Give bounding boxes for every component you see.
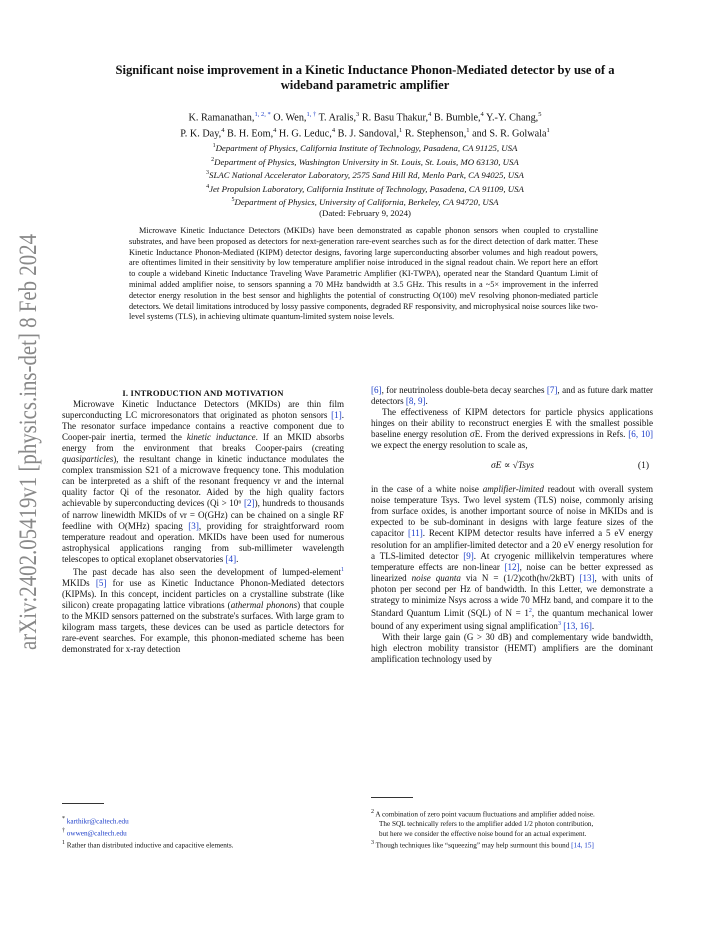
- citation-link[interactable]: [7]: [546, 385, 558, 395]
- footnote-rule-left: [62, 803, 104, 804]
- footnote-mark: 3: [371, 840, 374, 847]
- text-run: we expect the energy resolution to scale as,: [371, 440, 528, 451]
- author-sup-text[interactable]: 1, 2, *: [254, 111, 271, 118]
- affiliation: [80, 141, 650, 155]
- affiliation-text: SLAC National Accelerator Laboratory, 2575 Sand Hill Rd, Menlo Park, CA 94025, USA: [209, 169, 524, 180]
- paragraph: [371, 484, 653, 632]
- affiliation-sup: 4: [206, 183, 210, 190]
- author-sup-text[interactable]: 1, †: [306, 111, 317, 118]
- footnote-text: A combination of zero point vacuum fluctuations and amplifier added noise.: [375, 810, 595, 819]
- affiliation-text: Department of Physics, University of California, Berkeley, CA 94720, USA: [234, 196, 499, 207]
- citation-link[interactable]: [13, 16]: [563, 620, 592, 631]
- author-sup: 1: [466, 127, 470, 135]
- text-run: , with units of photon per second per Hz of bandwidth. In this Letter, we demonstrate a strategy to minimize Nsys across a wide 70 MHz band, and compare it to the Standard Quantum Limit (SQL) of N = 1: [371, 572, 653, 618]
- affiliation-sup: 1: [212, 143, 216, 149]
- author: P. K. Day,: [180, 128, 222, 140]
- text-run: via N = (1/2)coth(hν/2kBT): [460, 572, 580, 583]
- footnote-marker[interactable]: 3: [557, 620, 561, 627]
- author: and S. R. Golwala: [472, 128, 547, 140]
- equation-body: σE ∝ √Tsys: [491, 461, 534, 472]
- footnote-mark: †: [62, 827, 65, 834]
- paper-title: [70, 63, 660, 93]
- affiliation-sup: 3: [206, 170, 210, 177]
- citation-link[interactable]: [6, 10]: [628, 429, 654, 440]
- affiliation: [80, 195, 650, 209]
- text-run: .: [425, 396, 428, 407]
- paragraph: [62, 399, 344, 565]
- author-sup: 4: [331, 127, 336, 135]
- title-line-2: wideband parametric amplifier: [280, 78, 450, 92]
- text-run: MKIDs: [62, 577, 96, 588]
- emphasis: kinetic inductance: [186, 432, 256, 443]
- arxiv-id-text: arXiv:2402.05419v1 [physics.ins-det] 8 Feb 2024: [15, 232, 42, 650]
- text-run: in the case of a white noise: [371, 484, 483, 495]
- equation-1: [371, 455, 653, 481]
- footnote-text: The SQL technically refers to the amplifier added 1/2 photon contribution,: [379, 819, 594, 828]
- author: R. Basu Thakur,: [361, 112, 429, 124]
- citation-link[interactable]: [12]: [504, 561, 520, 572]
- text-run: ), hundreds to thousands of narrow linewidth MKIDs of νr = O(GHz) can be chained on a single RF feedline with O(MHz) spacing: [62, 498, 345, 531]
- email-link[interactable]: karthikr@caltech.edu: [66, 817, 129, 826]
- emphasis: amplifier-limited: [482, 484, 544, 495]
- text-run: readout with overall system noise temperature Tsys. Two level system (TLS) noise, commonly arising from surface oxides, is another important source of noise in MKIDs and is expected to be sub-dominant in designs with large feature sizes of the capacitor: [371, 484, 653, 539]
- citation-link[interactable]: [1]: [331, 410, 342, 421]
- arxiv-id-svg: [6, 232, 46, 652]
- author: Y.-Y. Chang,: [485, 112, 539, 124]
- footnote-marker[interactable]: 2: [528, 607, 532, 614]
- text-run: .: [236, 553, 239, 564]
- footnote-mark: 1: [62, 839, 65, 846]
- affiliation-sup: 2: [211, 156, 215, 163]
- paragraph: [371, 385, 653, 407]
- equation-number: (1): [637, 461, 649, 472]
- footnote-mark: *: [62, 816, 65, 822]
- footnote-mark: 2: [371, 809, 374, 815]
- text-run: Microwave Kinetic Inductance Detectors (MKIDs) are thin film superconducting LC microresonators that originated as photon sensors: [62, 399, 344, 421]
- affiliation-text: Department of Physics, Washington University in St. Louis, St. Louis, MO 63130, USA: [214, 156, 519, 167]
- footnote: [371, 808, 661, 820]
- footnote: [371, 839, 661, 851]
- text-run: for use as Kinetic Inductance Phonon-Mediated detectors (KIPMs). In this concept, incident particles on a crystalline substrate (like silicon) create propagating lattice vibrations (: [62, 577, 344, 610]
- citation-link[interactable]: [2]: [244, 498, 255, 509]
- author: K. Ramanathan,: [188, 112, 255, 124]
- text-run: .: [591, 620, 595, 631]
- emphasis: quasiparticles: [62, 454, 114, 465]
- author-sup: [254, 111, 270, 118]
- footnote: [62, 815, 344, 827]
- author-sup: 1: [546, 127, 550, 135]
- emphasis: noise quanta: [411, 572, 461, 583]
- paragraph: [62, 565, 344, 655]
- author: B. J. Sandoval,: [337, 128, 400, 140]
- footnote-text: but here we consider the effective noise bound for an actual experiment.: [379, 829, 587, 838]
- author-sup: 4: [273, 127, 277, 135]
- text-run: . The resonator surface impedance contains a reactive component due to Cooper-pair inertia, termed the: [62, 410, 344, 443]
- affiliation: [80, 182, 650, 196]
- author-sup: 4: [480, 111, 484, 118]
- text-run: , providing for straightforward room temperature readout and operation. MKIDs have been used for numerous astrophysical applications ranging from sub-millimeter wavelength telescopes to optical exoplanet observatories: [62, 520, 344, 564]
- author: B. H. Eom,: [226, 128, 274, 140]
- arxiv-id-stamp: [6, 232, 46, 652]
- affiliation: [80, 168, 650, 182]
- text-run: , the quantum mechanical lower bound of any experiment using signal amplification: [371, 607, 653, 631]
- author-sup: [306, 111, 316, 118]
- author: R. Stephenson,: [404, 128, 467, 140]
- author-sup: 4: [428, 111, 432, 118]
- paragraph: With their large gain (G > 30 dB) and complementary wide bandwidth, high electron mobility transistor (HEMT) amplifiers are the dominant amplification technology used by: [371, 631, 653, 665]
- citation-link[interactable]: [5]: [95, 577, 107, 588]
- text-run: ) that couple to the MKID sensors patterned on the substrate's surfaces. With large gram to kilogram mass targets, these devices can be used as particle detectors for rare-event searches. For example, this phonon-mediated scheme has been demonstrated for x-ray detection: [62, 599, 345, 655]
- author-sup: 3: [356, 111, 360, 118]
- citation-link[interactable]: [4]: [225, 553, 237, 564]
- author: B. Bumble,: [433, 112, 481, 124]
- text-run: . At cryogenic millikelvin temperatures where temperature effects are non-linear: [371, 550, 653, 572]
- paragraph: [371, 407, 653, 451]
- emphasis: athermal phonons: [230, 599, 298, 610]
- author: T. Aralis,: [318, 112, 357, 124]
- footnote-rule-right: [371, 797, 413, 798]
- author-list: [80, 108, 650, 141]
- citation-link[interactable]: [14, 15]: [571, 841, 594, 850]
- left-column: [62, 388, 344, 655]
- affiliation-text: Jet Propulsion Laboratory, California Institute of Technology, Pasadena, CA 91109, USA: [209, 183, 524, 194]
- email-link[interactable]: owwen@caltech.edu: [66, 829, 127, 838]
- dated-line: (Dated: February 9, 2024): [319, 208, 411, 218]
- text-run: , for neutrinoless double-beta decay searches: [381, 385, 547, 395]
- footnote-marker[interactable]: 1: [341, 566, 344, 573]
- author: O. Wen,: [273, 112, 307, 124]
- citation-link[interactable]: [11]: [408, 528, 423, 539]
- author-sup: 1: [399, 127, 403, 135]
- text-run: , and as future dark matter detectors: [371, 385, 653, 407]
- author: H. G. Leduc,: [278, 128, 332, 140]
- section-heading: I. INTRODUCTION AND MOTIVATION: [122, 388, 284, 398]
- footnote: [62, 827, 344, 839]
- text-run: The effectiveness of KIPM detectors for particle physics applications hinges on their ability to reconstruct energies E with the smallest possible baseline energy resolution σE. From the derived expressions in Refs.: [371, 407, 653, 440]
- text-run: The past decade has also seen the development of lumped-element: [73, 566, 341, 577]
- text-run: , noise can be better expressed as linearized: [371, 561, 653, 583]
- author-sup: 5: [538, 111, 542, 118]
- text-run: . If an MKID absorbs energy from the environment that breaks Cooper-pairs (creating: [62, 432, 344, 454]
- right-column: [371, 385, 653, 665]
- affiliation-text: Department of Physics, California Institute of Technology, Pasadena, CA 91125, USA: [215, 142, 518, 153]
- citation-link[interactable]: [9]: [463, 550, 474, 561]
- author-sup: 4: [221, 127, 225, 135]
- footnote: [62, 839, 344, 851]
- affiliation-sup: 5: [231, 197, 235, 204]
- affiliation: [80, 155, 650, 169]
- title-line-1: Significant noise improvement in a Kinetic Inductance Phonon-Mediated detector by use of a: [115, 63, 615, 77]
- abstract: Microwave Kinetic Inductance Detectors (MKIDs) have been demonstrated as capable phonon sensors when coupled to crystalline substrates, and have been proposed as detectors for next-generation rare-event searches such as for the direct detection of dark matter. These Kinetic Inductance Phonon-Mediated (KIPM) detector designs, favoring large superconducting absorber volumes and high readout powers, are oftentimes limited in their sensitivity by low temperature amplifier noise introduced in the signal readout chain. We report here an effort to couple a wideband Kinetic Inductance Traveling Wave Parametric Amplifier (KI-TWPA), operated near the Standard Quantum Limit of minimal added amplifier noise, to sensors spanning a 70 MHz bandwidth at 3.5 GHz. This results in a ~5× improvement in the inferred detector energy resolution in the best sensor and highlights the potential of constructing O(100) meV resolving phonon-mediated particle detectors. We detail limitations introduced by lossy passive components, degraded RF responsivity, and microphysical noise sources like two-level systems (TLS), in achieving ultimate quantum-limited system noise levels.: [129, 226, 598, 322]
- affiliation-list: [80, 141, 650, 209]
- citation-link[interactable]: [13]: [579, 572, 595, 583]
- footnote-text: Rather than distributed inductive and capacitive elements.: [66, 841, 234, 850]
- footnotes-left: [62, 815, 344, 851]
- citation-link[interactable]: [3]: [188, 520, 199, 531]
- text-run: ), the resultant change in kinetic inductance modulates the complex transmission S21 of a microwave frequency tone. This modulation can be interpreted as a shift of the resonant frequency νr and the internal quality factor Qi of the resonator. Aided by the high quality factors achievable by superconducting devices (Qi > 10⁶: [62, 454, 344, 509]
- citation-link[interactable]: [6]: [371, 385, 382, 395]
- text-run: . Recent KIPM detector results have inferred a 5 eV energy resolution for an amplifier-limited detector and a 20 eV energy resolution for a TLS-limited detector: [371, 528, 653, 561]
- citation-link[interactable]: [8, 9]: [405, 396, 426, 407]
- footnotes-right: [371, 808, 661, 851]
- footnote-text: Though techniques like “squeezing” may help surmount this bound: [375, 841, 572, 850]
